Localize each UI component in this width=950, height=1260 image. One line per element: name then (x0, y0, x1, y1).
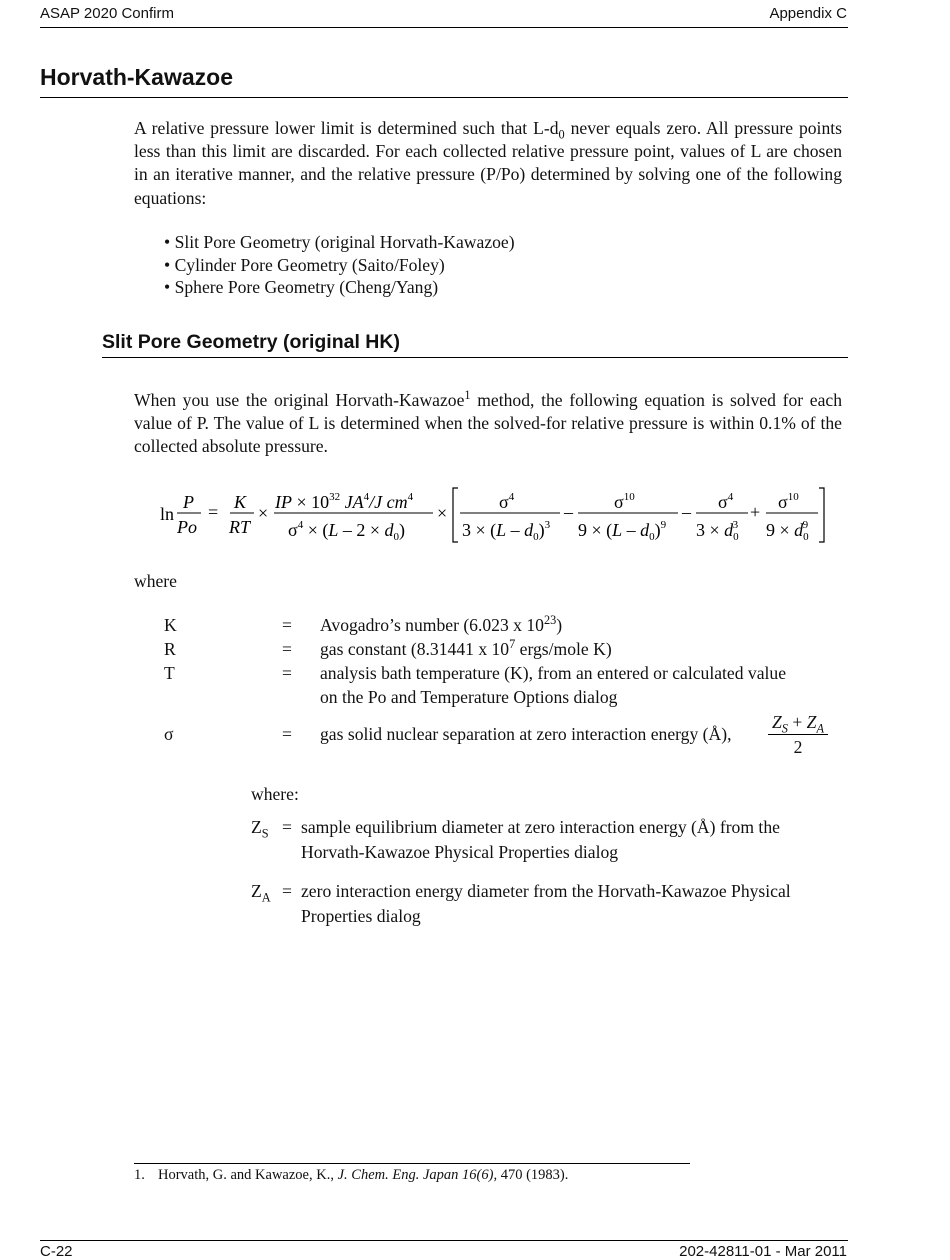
z-equals: = (282, 881, 292, 901)
definition-desc: gas constant (8.31441 x 10 (320, 639, 510, 659)
definition-text (320, 614, 790, 638)
slit-text-2: method, the following equation is solved for each value of P. The value of L is determined when the solved-for relative pressure is within 0.1% of the collected absolute pressure. (134, 390, 842, 457)
svg-text:σ4: $\sigma^4$ (718, 491, 734, 512)
intro-subscript: 0 (558, 127, 565, 142)
svg-text:9 × d09: $9 \times d_09$ (766, 519, 809, 543)
header-section: Appendix C (769, 5, 847, 22)
svg-text:–: – (682, 502, 691, 522)
definition-desc: analysis bath temperature (K), from an entered or calculated value on the Po and Temperature Options dialog (320, 663, 787, 707)
intro-paragraph (134, 117, 842, 210)
intro-text-2: never equals zero. All pressure points less than this limit are discarded. For each collected relative pressure point, values of L are chosen in an iterative manner, and the relative pressure (P/Po) determined by solving one of the following equations: (134, 118, 842, 208)
footnote-authors: Horvath, G. and Kawazoe, K., (158, 1167, 338, 1183)
z-symbol (251, 815, 269, 840)
geometry-list (164, 231, 515, 299)
svg-text:×: × (258, 503, 269, 523)
svg-text:3 × (L – d0)3: $3 \times (L - d_0)^3$ (462, 519, 551, 543)
definition-desc-end: ) (556, 615, 563, 635)
za-symbol: Z (806, 712, 817, 732)
definition-equals: = (282, 639, 292, 659)
svg-text:σ4: $\sigma^4$ (499, 491, 515, 512)
sigma-fraction-denominator: 2 (793, 737, 803, 757)
footnote (134, 1167, 568, 1184)
svg-text:RT: RT (229, 517, 251, 537)
definition-desc: gas solid nuclear separation at zero interaction energy (Å), (320, 724, 732, 744)
svg-text:–: – (564, 502, 573, 522)
definition-desc: Avogadro’s number (6.023 x 10 (320, 615, 544, 635)
intro-text-1: A relative pressure lower limit is determined such that L-d (134, 118, 559, 138)
z-symbol (251, 879, 271, 904)
z-desc: zero interaction energy diameter from the Horvath-Kawazoe Physical Properties dialog (301, 881, 791, 926)
list-item: • Cylinder Pore Geometry (Saito/Foley) (164, 254, 515, 277)
sigma-fraction (768, 712, 828, 758)
definition-exponent: 23 (543, 613, 557, 628)
footnote-journal: J. Chem. Eng. Japan 16(6) (337, 1167, 494, 1183)
list-item: • Slit Pore Geometry (original Horvath-Kawazoe) (164, 231, 515, 254)
subsection-heading-rule (102, 357, 848, 358)
list-item: • Sphere Pore Geometry (Cheng/Yang) (164, 276, 515, 299)
svg-text:K: K (234, 492, 247, 512)
definition-symbol: K (164, 615, 177, 635)
sigma-fraction-numerator (768, 712, 828, 735)
footer-rule (40, 1240, 848, 1241)
footnote-ref: 1 (464, 388, 471, 403)
za-subscript: A (816, 721, 824, 736)
svg-text:×: × (437, 503, 448, 523)
hk-slit-equation (158, 482, 848, 552)
definition-exponent: 7 (509, 637, 516, 652)
document-number: 202-42811-01 - Mar 2011 (679, 1243, 847, 1260)
section-heading-rule (40, 97, 848, 98)
header-title: ASAP 2020 Confirm (40, 5, 174, 22)
z-subscript: A (261, 890, 271, 905)
subsection-heading: Slit Pore Geometry (original HK) (102, 331, 400, 353)
page-number: C-22 (40, 1243, 73, 1260)
z-desc: sample equilibrium diameter at zero interaction energy (Å) from the Horvath-Kawazoe Physical Properties dialog (301, 817, 780, 862)
definition-symbol: T (164, 663, 175, 683)
svg-text:+: + (750, 502, 761, 522)
definition-desc-end: ergs/mole K) (515, 639, 612, 659)
z-letter: Z (251, 881, 262, 901)
slit-paragraph (134, 389, 842, 459)
where-label-2: where: (251, 784, 299, 804)
footnote-rule (134, 1163, 690, 1164)
where-label: where (134, 571, 177, 591)
z-subscript: S (261, 826, 269, 841)
svg-text:P: P (183, 492, 194, 512)
header-rule (40, 27, 848, 28)
footnote-citation: , 470 (1983). (493, 1167, 569, 1183)
svg-text:=: = (208, 502, 219, 522)
z-equals: = (282, 817, 292, 837)
svg-text:σ10: $\sigma^{10}$ (614, 491, 635, 512)
plus-sign: + (787, 712, 807, 732)
svg-text:Po: Po (177, 517, 197, 537)
svg-text:IP × 1032 JA4/J cm4: IP × $10^{32}$ $JA^4/J$ $cm^4$ (275, 491, 414, 512)
definition-equals: = (282, 663, 292, 683)
definition-text (320, 638, 790, 662)
svg-text:ln: ln (160, 504, 175, 524)
svg-text:σ4 × (L – 2 × d0): $\sigma^4 \times (L - 2 \times d_0)$ (288, 519, 406, 543)
svg-text:9 × (L – d0)9: $9 \times (L - d_0)^9$ (578, 519, 667, 543)
definition-symbol: R (164, 639, 176, 659)
definition-symbol: σ (164, 724, 174, 744)
section-heading: Horvath-Kawazoe (40, 64, 233, 90)
zs-symbol: Z (771, 712, 782, 732)
zs-subscript: S (781, 721, 788, 736)
definition-equals: = (282, 615, 292, 635)
slit-text-1: When you use the original Horvath-Kawazoe (134, 390, 465, 410)
z-letter: Z (251, 817, 262, 837)
definition-equals: = (282, 724, 292, 744)
svg-text:σ10: $\sigma^{10}$ (778, 491, 799, 512)
svg-text:3 × d03: $3 \times d_03$ (696, 519, 739, 543)
footnote-number: 1. (134, 1167, 145, 1183)
